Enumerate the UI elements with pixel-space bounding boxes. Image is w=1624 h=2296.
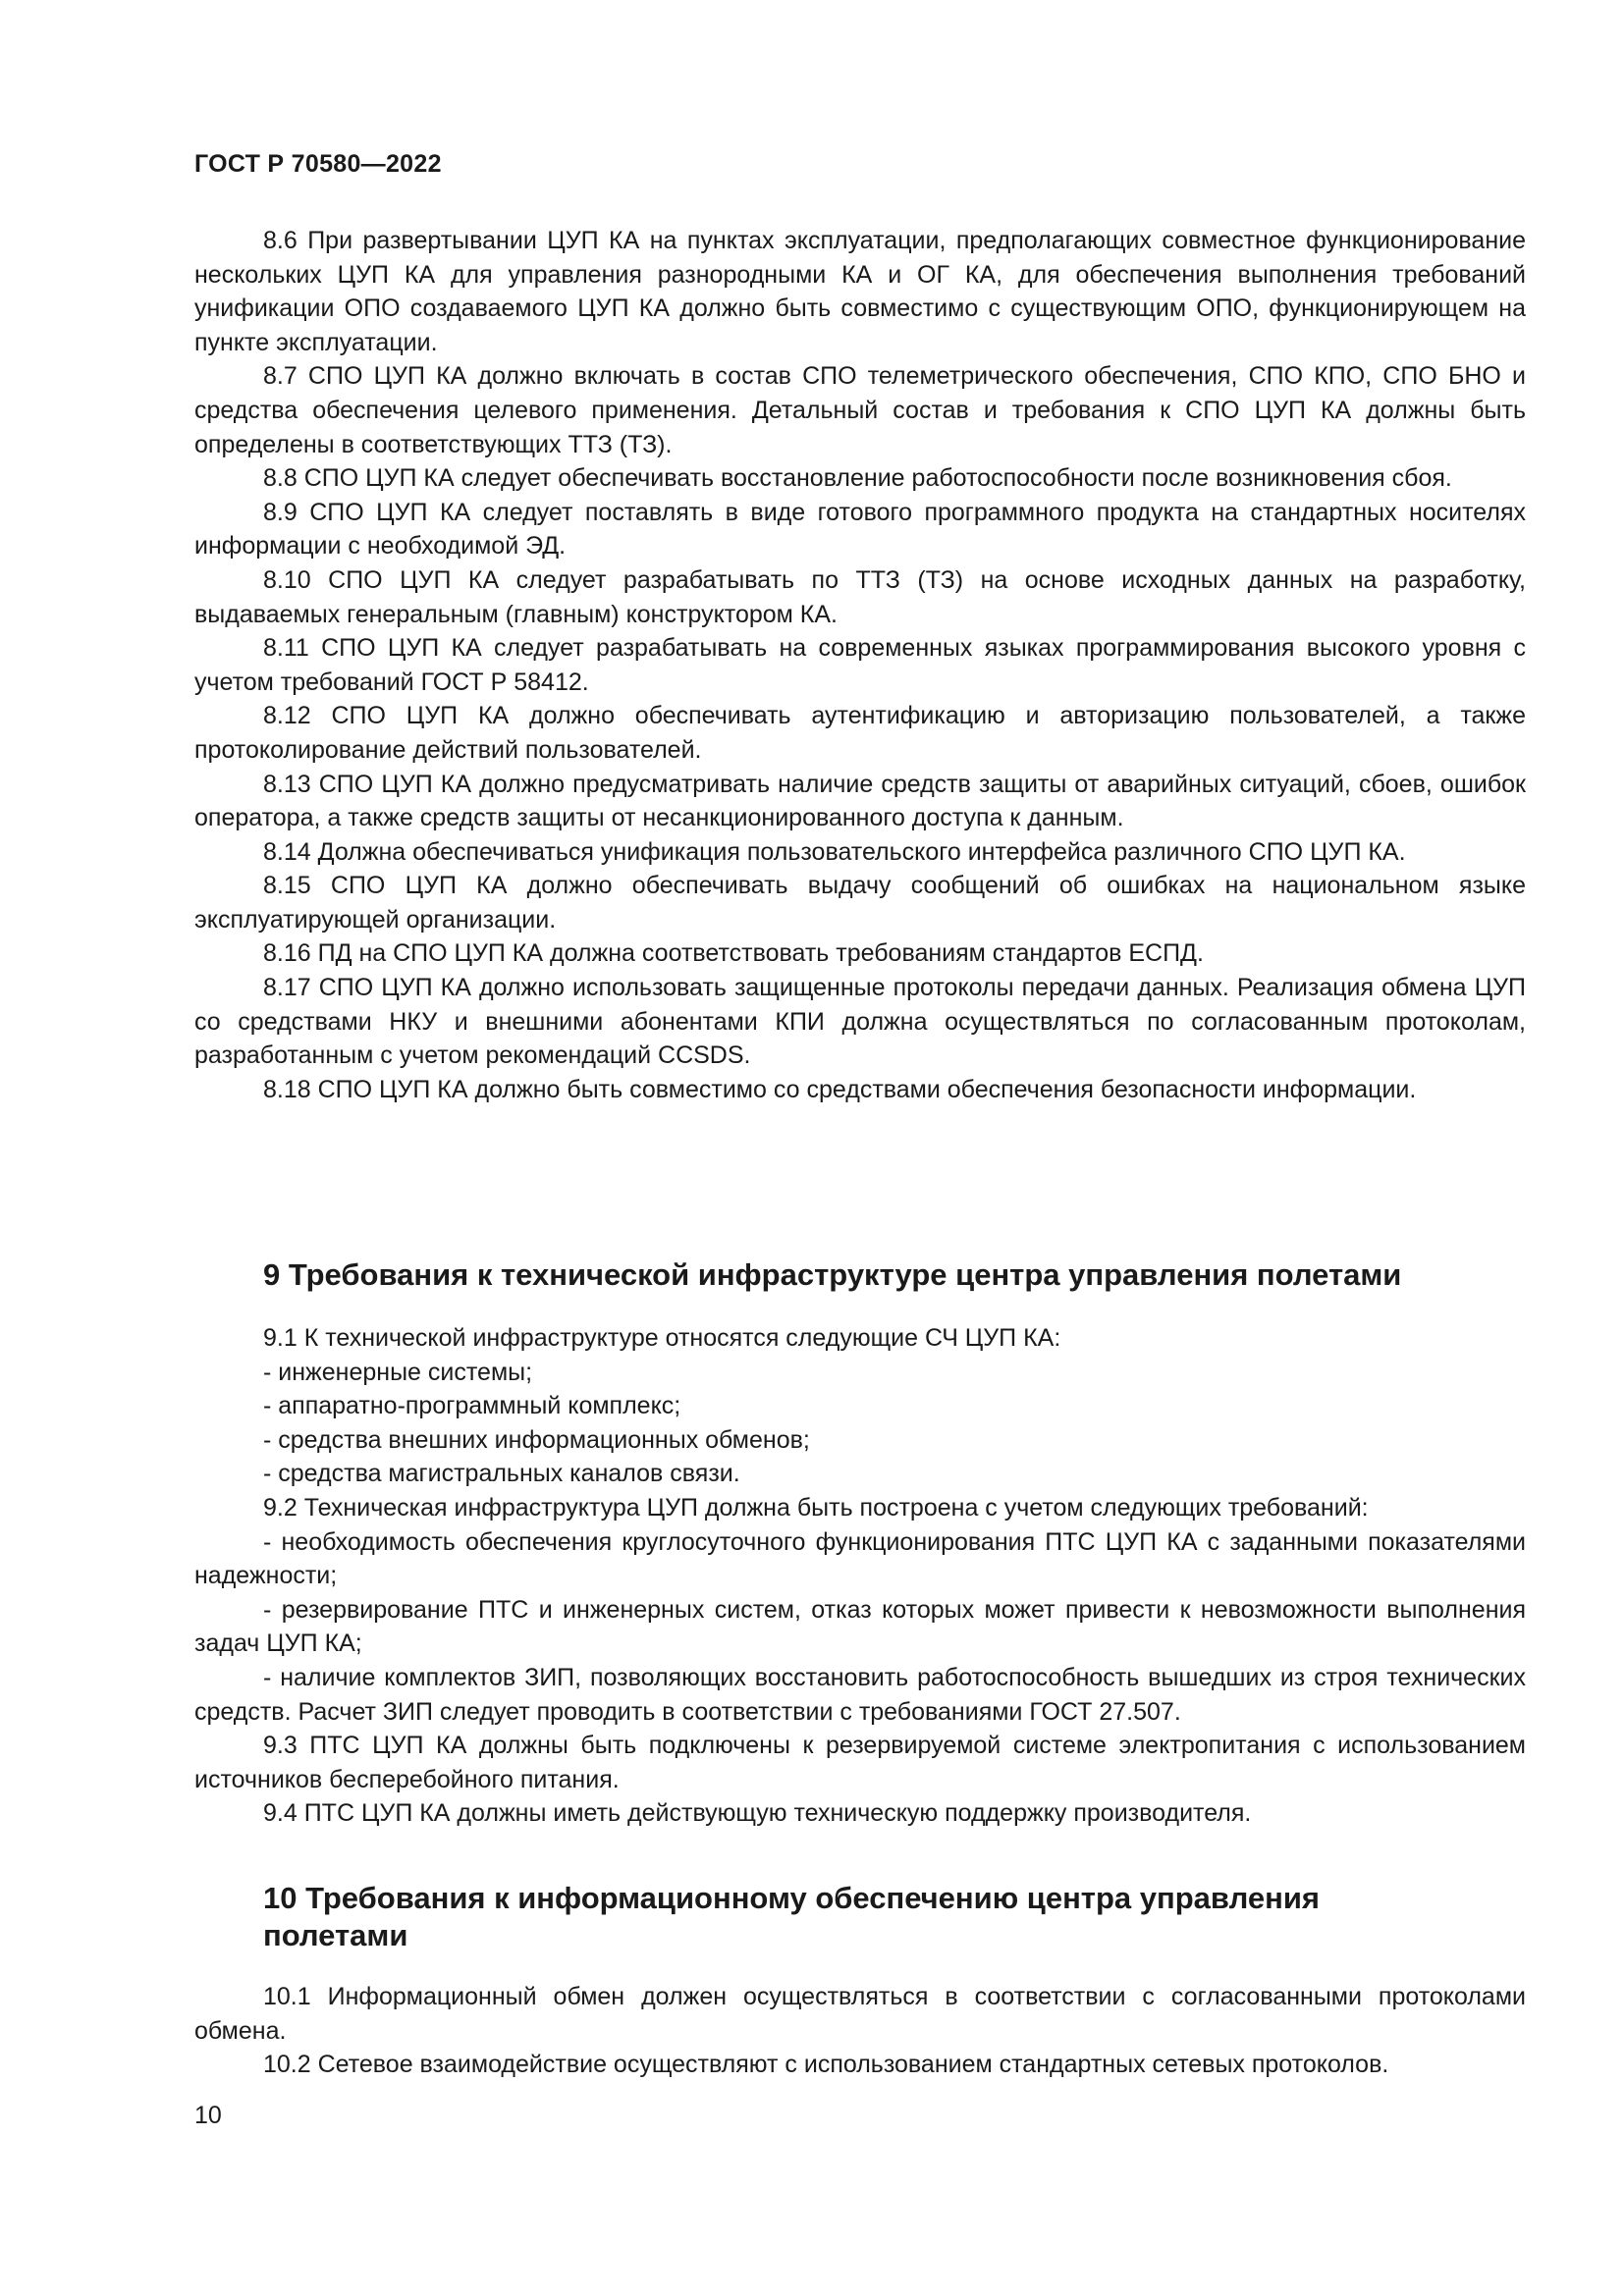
clause-9-1: 9.1 К технической инфраструктуре относятся следующие СЧ ЦУП КА: (263, 1324, 1061, 1352)
list-item: - аппаратно-программный комплекс; (263, 1392, 681, 1420)
clause-8-15: 8.15 СПО ЦУП КА должно обеспечивать выдачу сообщений об ошибках на национальном языке эксплуатирующей организации. (194, 872, 1526, 934)
clause-8-16: 8.16 ПД на СПО ЦУП КА должна соответствовать требованиям стандартов ЕСПД. (263, 939, 1204, 968)
clause-10-2: 10.2 Сетевое взаимодействие осуществляют с использованием стандартных сетевых протоколов. (263, 2051, 1389, 2079)
clause-8-12: 8.12 СПО ЦУП КА должно обеспечивать аутентификацию и авторизацию пользователей, а также протоколирование действий пользователей. (194, 702, 1526, 764)
document-page (194, 0, 1526, 2296)
list-item: - необходимость обеспечения круглосуточного функционирования ПТС ЦУП КА с заданными показателями надежности; (194, 1527, 1526, 1590)
section-9-body (194, 1321, 1526, 1831)
list-item: - средства внешних информационных обменов; (263, 1425, 810, 1454)
standard-designation: ГОСТ Р 70580—2022 (194, 150, 442, 178)
clause-8-18: 8.18 СПО ЦУП КА должно быть совместимо со средствами обеспечения безопасности информации. (263, 1075, 1417, 1103)
clause-9-4: 9.4 ПТС ЦУП КА должны иметь действующую техническую поддержку производителя. (263, 1799, 1252, 1828)
clause-9-3: 9.3 ПТС ЦУП КА должны быть подключены к резервируемой системе электропитания с использованием источников бесперебойного питания. (194, 1732, 1526, 1793)
section-8-body (194, 224, 1526, 1106)
clause-9-2: 9.2 Техническая инфраструктура ЦУП должна быть построена с учетом следующих требований: (263, 1493, 1369, 1522)
clause-8-10: 8.10 СПО ЦУП КА следует разрабатывать по ТТЗ (ТЗ) на основе исходных данных на разработку, выдаваемых генеральным (главным) конструктором КА. (194, 565, 1526, 628)
clause-8-7: 8.7 СПО ЦУП КА должно включать в состав СПО телеметрического обеспечения, СПО КПО, СПО БНО и средства обеспечения целевого применения. Детальный состав и требования к СПО ЦУП КА должны быть определены в соответствующих ТТЗ (ТЗ). (194, 362, 1526, 458)
section-10-heading: 10 Требования к информационному обеспечению центра управления полетами (263, 1881, 1320, 1952)
clause-8-11: 8.11 СПО ЦУП КА следует разрабатывать на современных языках программирования высокого уровня с учетом требований ГОСТ Р 58412. (194, 634, 1526, 696)
list-item: - инженерные системы; (263, 1358, 533, 1386)
clause-8-13: 8.13 СПО ЦУП КА должно предусматривать наличие средств защиты от аварийных ситуаций, сбоев, ошибок оператора, а также средств защиты от несанкционированного доступа к данным. (194, 770, 1526, 832)
section-10-body (194, 1980, 1526, 2082)
clause-8-14: 8.14 Должна обеспечиваться унификация пользовательского интерфейса различного СПО ЦУП КА. (263, 837, 1406, 866)
clause-8-8: 8.8 СПО ЦУП КА следует обеспечивать восстановление работоспособности после возникновения сбоя. (263, 464, 1452, 493)
clause-8-17: 8.17 СПО ЦУП КА должно использовать защищенные протоколы передачи данных. Реализация обмена ЦУП со средствами НКУ и внешними абонентами КПИ должна осуществляться по согласованным протоколам, разработанным с учетом рекомендаций CCSDS. (194, 974, 1526, 1070)
clause-8-6: 8.6 При развертывании ЦУП КА на пунктах эксплуатации, предполагающих совместное функционирование нескольких ЦУП КА для управления разнородными КА и ОГ КА, для обеспечения выполнения требований унификации ОПО создаваемого ЦУП КА должно быть совместимо с существующим ОПО, функционирующем на пункте эксплуатации. (194, 227, 1526, 356)
clause-10-1: 10.1 Информационный обмен должен осуществляться в соответствии с согласованными протоколами обмена. (194, 1983, 1526, 2045)
list-item: - резервирование ПТС и инженерных систем, отказ которых может привести к невозможности выполнения задач ЦУП КА; (194, 1595, 1526, 1658)
list-item: - наличие комплектов ЗИП, позволяющих восстановить работоспособность вышедших из строя технических средств. Расчет ЗИП следует проводить в соответствии с требованиями ГОСТ 27.507. (194, 1663, 1526, 1726)
list-item: - средства магистральных каналов связи. (263, 1460, 740, 1488)
clause-8-9: 8.9 СПО ЦУП КА следует поставлять в виде готового программного продукта на стандартных носителях информации с необходимой ЭД. (194, 498, 1526, 561)
section-9-heading: 9 Требования к технической инфраструктуре центра управления полетами (263, 1257, 1402, 1292)
page-number: 10 (194, 2102, 222, 2129)
